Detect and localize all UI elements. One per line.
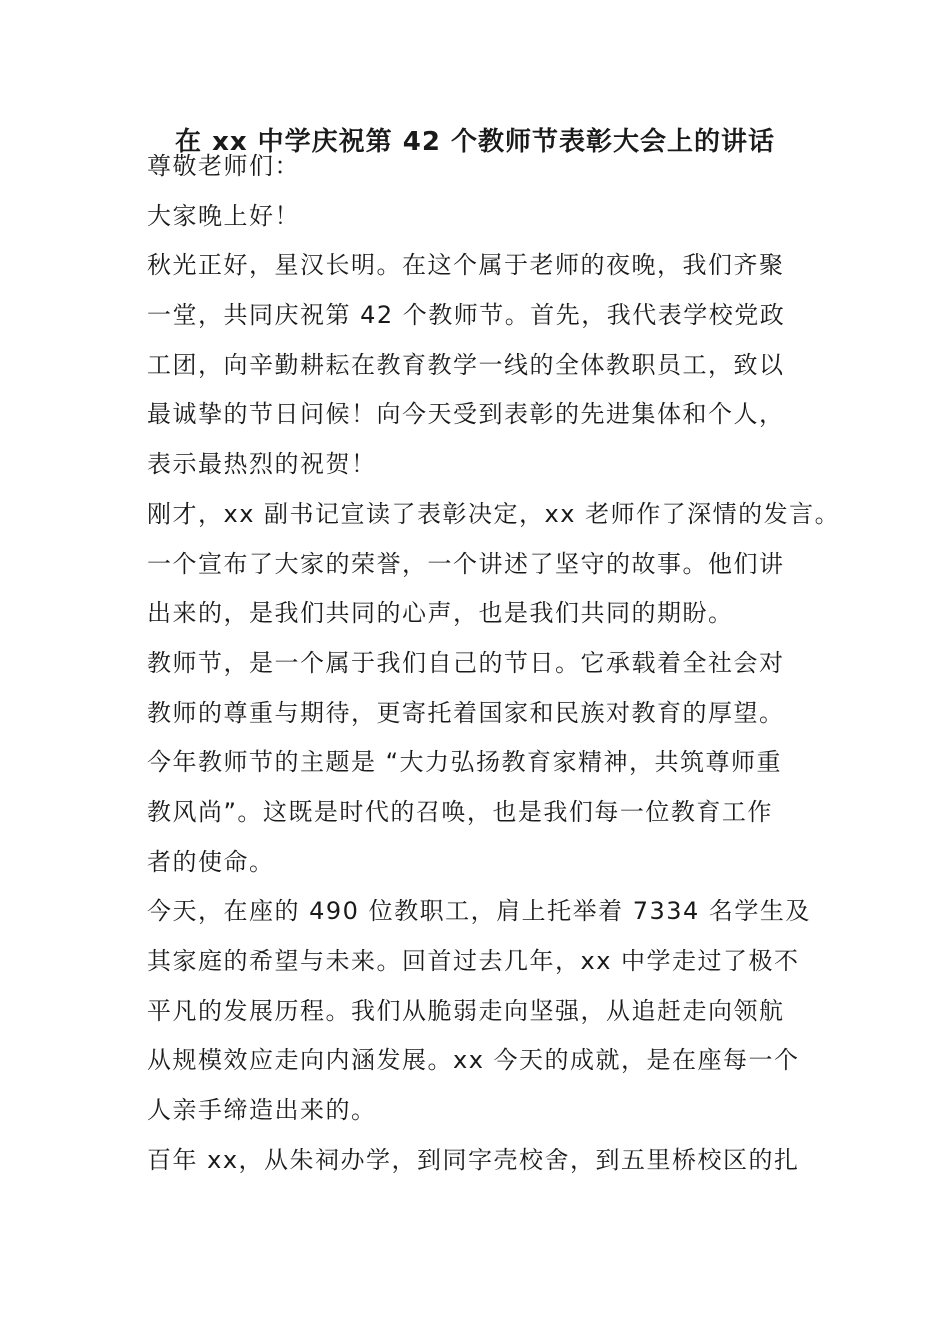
body-line: 教风尚”。这既是时代的召唤，也是我们每一位教育工作 [147,797,773,826]
body-line: 最诚挚的节日问候！向今天受到表彰的先进集体和个人， [147,400,785,429]
body-line: 平凡的发展历程。我们从脆弱走向坚强，从追赶走向领航 [147,996,785,1025]
body-line: 尊敬老师们： [147,152,300,180]
document-title: 在 xx 中学庆祝第 42 个教师节表彰大会上的讲话 [175,127,775,157]
body-line: 者的使命。 [147,847,275,876]
body-line: 大家晚上好！ [147,201,300,230]
body-line: 一堂，共同庆祝第 42 个教师节。首先，我代表学校党政 [147,301,786,330]
body-line: 百年 xx，从朱祠办学，到同字壳校舍，到五里桥校区的扎 [147,1145,800,1174]
body-line: 教师的尊重与期待，更寄托着国家和民族对教育的厚望。 [147,698,785,727]
body-line: 其家庭的希望与未来。回首过去几年，xx 中学走过了极不 [147,947,800,975]
body-line: 秋光正好，星汉长明。在这个属于老师的夜晚，我们齐聚 [147,251,785,280]
body-line: 今天，在座的 490 位教职工，肩上托举着 7334 名学生及 [147,897,811,926]
body-line: 表示最热烈的祝贺！ [147,450,377,479]
body-line: 工团，向辛勤耕耘在教育教学一线的全体教职员工，致以 [147,350,785,379]
body-line: 出来的，是我们共同的心声，也是我们共同的期盼。 [147,599,734,628]
body-line: 从规模效应走向内涵发展。xx 今天的成就，是在座每一个 [147,1046,800,1075]
document-body [147,142,841,1185]
body-line: 今年教师节的主题是 “大力弘扬教育家精神，共筑尊师重 [147,748,783,777]
body-line: 教师节，是一个属于我们自己的节日。它承载着全社会对 [147,648,785,677]
body-line: 一个宣布了大家的荣誉，一个讲述了坚守的故事。他们讲 [147,549,785,578]
body-line: 刚才，xx 副书记宣读了表彰决定，xx 老师作了深情的发言。 [147,499,841,528]
body-line: 人亲手缔造出来的。 [147,1096,377,1125]
